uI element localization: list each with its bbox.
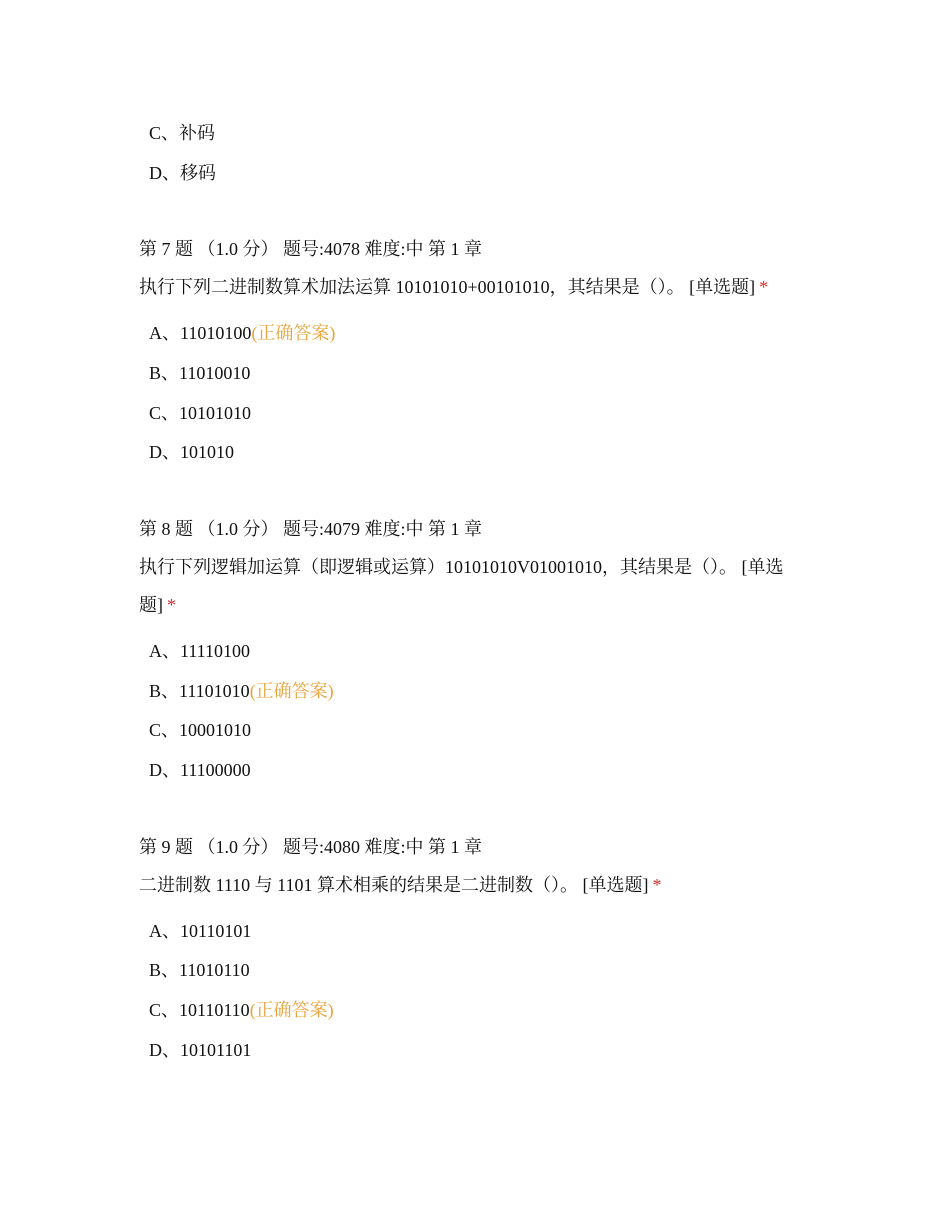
option-text: 10101101 xyxy=(180,1040,252,1060)
question-8-option-a[interactable] xyxy=(149,639,250,663)
question-text: 二进制数 1110 与 1101 算术相乘的结果是二进制数（）。 [单选题] xyxy=(139,875,649,895)
question-7-text xyxy=(139,268,811,306)
option-letter: C、 xyxy=(149,403,180,423)
question-7-option-c[interactable] xyxy=(149,401,251,425)
required-mark: * xyxy=(167,595,176,615)
question-9-option-c[interactable] xyxy=(149,998,334,1022)
question-9-text xyxy=(139,866,811,904)
question-7-header: 第 7 题 （1.0 分） 题号:4078 难度:中 第 1 章 xyxy=(139,239,483,259)
question-9-option-b[interactable] xyxy=(149,958,250,982)
option-letter: D、 xyxy=(149,1040,180,1060)
option-letter: C、 xyxy=(149,1000,180,1020)
correct-answer-mark: (正确答案) xyxy=(251,323,336,343)
option-letter: C、 xyxy=(149,123,180,143)
option-text: 11110100 xyxy=(180,641,250,661)
question-8-text xyxy=(139,548,807,624)
option-letter: D、 xyxy=(149,760,180,780)
option-text: 11010110 xyxy=(179,960,250,980)
option-text: 11010100 xyxy=(180,323,252,343)
option-letter: B、 xyxy=(149,363,180,383)
question-9-option-a[interactable] xyxy=(149,919,251,943)
option-text: 101010 xyxy=(180,442,234,462)
question-7-option-b[interactable] xyxy=(149,361,250,385)
option-letter: D、 xyxy=(149,442,180,462)
option-letter: A、 xyxy=(149,323,180,343)
option-text: 10101010 xyxy=(179,403,252,423)
option-letter: B、 xyxy=(149,681,180,701)
question-8-option-c[interactable] xyxy=(149,718,251,742)
question-7-option-d[interactable] xyxy=(149,440,234,464)
required-mark: * xyxy=(759,277,769,297)
required-mark: * xyxy=(652,875,662,895)
question-9-option-d[interactable] xyxy=(149,1038,251,1062)
option-text: 11100000 xyxy=(180,760,251,780)
option-letter: D、 xyxy=(149,163,180,183)
option-letter: A、 xyxy=(149,641,180,661)
option-text: 11010010 xyxy=(179,363,251,383)
option-text: 11101010 xyxy=(179,681,250,701)
option-prev-d xyxy=(149,161,216,185)
option-letter: B、 xyxy=(149,960,180,980)
option-text: 10110101 xyxy=(180,921,252,941)
option-text: 10110110 xyxy=(179,1000,250,1020)
correct-answer-mark: (正确答案) xyxy=(249,1000,334,1020)
question-text: 执行下列二进制数算术加法运算 10101010+00101010，其结果是（）。 [单选题] xyxy=(139,277,756,297)
question-8-option-d[interactable] xyxy=(149,758,251,782)
option-text: 补码 xyxy=(179,123,216,143)
correct-answer-mark: (正确答案) xyxy=(249,681,334,701)
option-prev-c xyxy=(149,121,215,145)
question-text: 执行下列逻辑加运算（即逻辑或运算）10101010V01001010，其结果是（）。 [单选题] xyxy=(139,557,784,615)
question-9-header: 第 9 题 （1.0 分） 题号:4080 难度:中 第 1 章 xyxy=(139,837,483,857)
question-7-option-a[interactable] xyxy=(149,321,335,345)
question-8-header: 第 8 题 （1.0 分） 题号:4079 难度:中 第 1 章 xyxy=(139,519,483,539)
question-8-option-b[interactable] xyxy=(149,679,334,703)
option-text: 10001010 xyxy=(179,720,252,740)
option-letter: A、 xyxy=(149,921,180,941)
option-text: 移码 xyxy=(180,163,216,183)
option-letter: C、 xyxy=(149,720,180,740)
